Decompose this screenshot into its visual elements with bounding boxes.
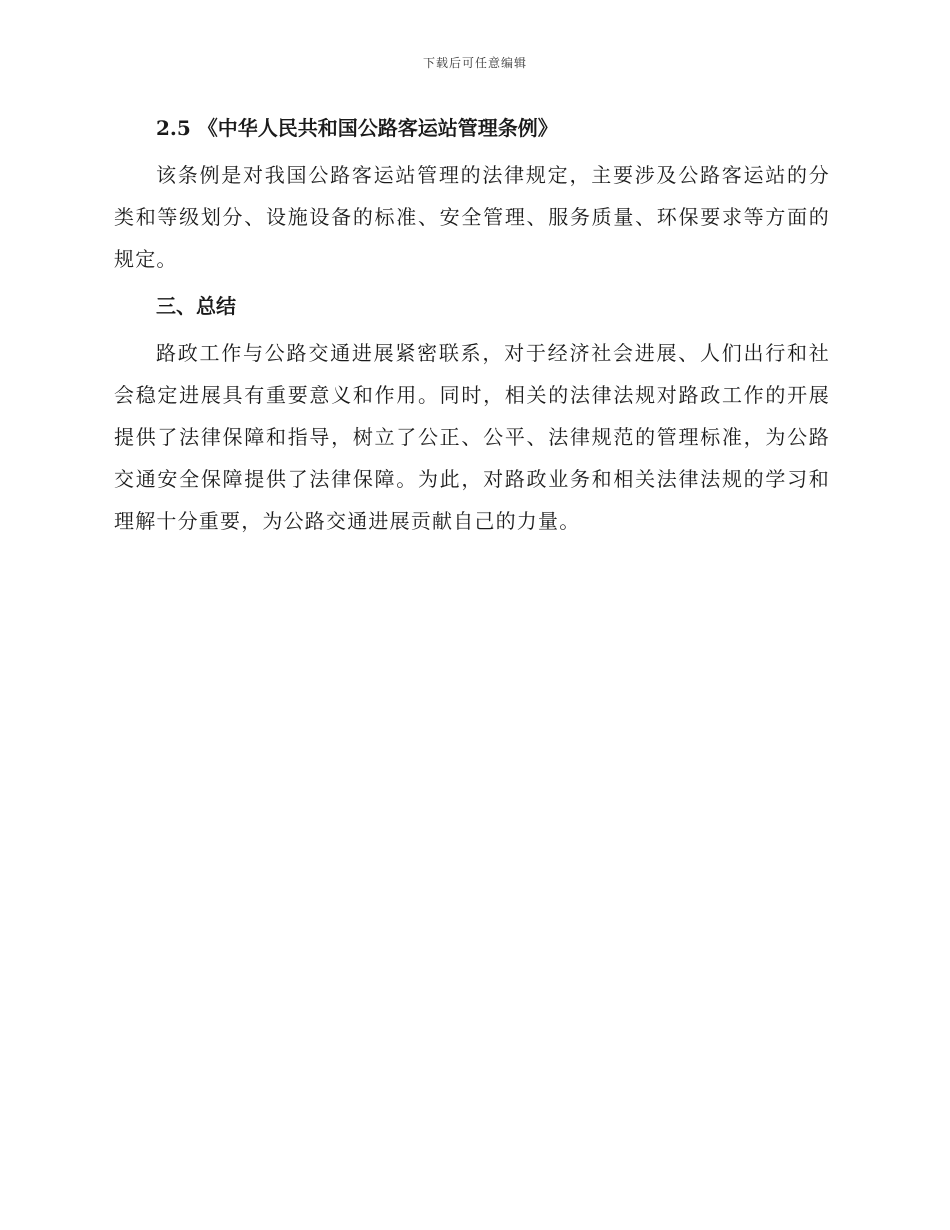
spacer [114,280,830,288]
header-note: 下载后可任意编辑 [422,56,527,70]
document-body [114,110,830,542]
spacer [114,146,830,154]
spacer [114,324,830,332]
section-paragraph-summary: 路政工作与公路交通进展紧密联系，对于经济社会进展、人们出行和社会稳定进展具有重要意义和作用。同时，相关的法律法规对路政工作的开展提供了法律保障和指导，树立了公正、公平、法律规范的管理标准，为公路交通安全保障提供了法律保障。为此，对路政业务和相关法律法规的学习和理解十分重要，为公路交通进展贡献自己的力量。 [114,341,830,533]
section-paragraph-regulation: 该条例是对我国公路客运站管理的法律规定，主要涉及公路客运站的分类和等级划分、设施设备的标准、安全管理、服务质量、环保要求等方面的规定。 [114,163,830,271]
section-heading-regulation: 2.5 《中华人民共和国公路客运站管理条例》 [156,116,558,140]
section-heading-summary: 三、总结 [156,294,236,318]
